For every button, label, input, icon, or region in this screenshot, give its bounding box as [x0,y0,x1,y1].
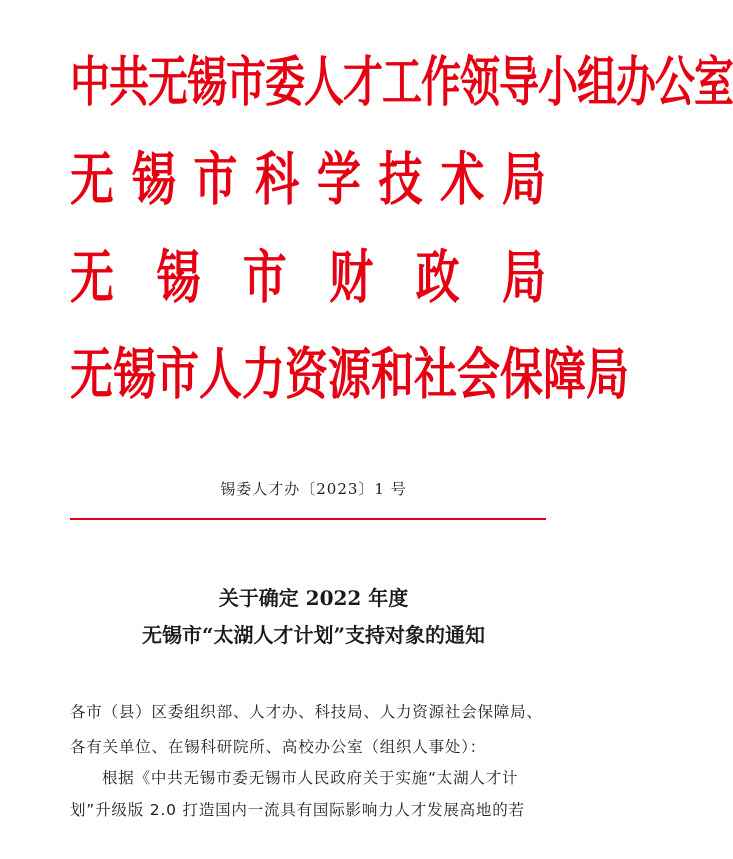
issuer-char: 市 [193,146,238,214]
issuer-char: 无 [70,146,114,214]
body-line-2: 各有关单位、在锡科研院所、高校办公室（组织人事处）： [70,738,487,756]
issuer-char: 政 [415,244,460,312]
issuer-line-2 [70,146,546,214]
issuer-char: 局 [501,244,546,312]
body-line-3: 根据《中共无锡市委无锡市人民政府关于实施“太湖人才计 [102,769,519,787]
issuer-line-4: 无锡市人力资源和社会保障局 [70,342,629,408]
red-divider-line [70,518,546,520]
issuer-char: 无 [70,244,114,312]
issuer-line-1: 中共无锡市委人才工作领导小组办公室 [70,51,733,115]
issuer-char: 局 [501,146,546,214]
issuer-char: 锡 [156,244,201,312]
document-title-line-1: 关于确定 2022 年度 [218,586,409,610]
issuer-char: 锡 [131,146,176,214]
issuer-char: 科 [255,146,300,214]
issuer-char: 学 [316,146,361,214]
issuer-char: 技 [378,146,423,214]
document-title-line-2: 无锡市“太湖人才计划”支持对象的通知 [141,623,485,647]
body-line-1: 各市（县）区委组织部、人才办、科技局、人力资源社会保障局、 [70,703,543,721]
body-line-4: 划”升级版 2.0 打造国内一流具有国际影响力人才发展高地的若 [70,801,525,819]
issuer-char: 财 [329,244,374,312]
issuer-char: 市 [242,244,287,312]
document-number: 锡委人才办〔2023〕1 号 [220,480,407,498]
issuer-line-3 [70,244,546,312]
issuer-char: 术 [440,146,485,214]
